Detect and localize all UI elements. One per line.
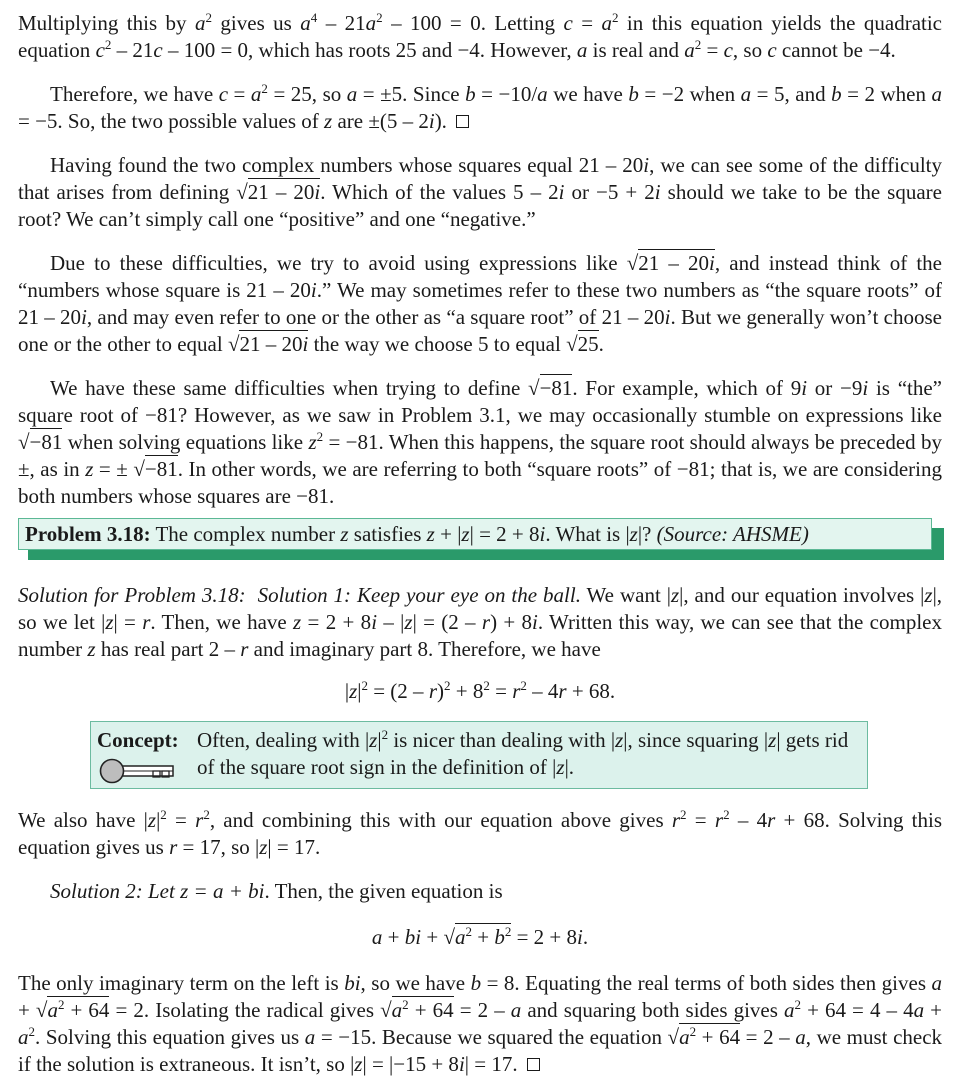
radical-expression: √21 – 20i	[227, 332, 309, 356]
paragraph-neg81: We have these same difficulties when trying to define √−81. For example, which of 9i or −9i is “the” square root of −81? However, as we saw in Problem 3.1, we may occasionally stumble on expressions like √−81 when solving equations like $z^2 = -81$. When this happens, the square root should always be preceded by ±, as in z = ± √−81. In other words, we are referring to both “square roots” of −81; that is, we are considering both numbers whose squares are −81.	[18, 376, 942, 508]
paragraph-avoid: Due to these difficulties, we try to avoid using expressions like √21 – 20i, and instead think of the “numbers whose square is 21 – 20i.” We may sometimes refer to these two numbers as “the square roots” of 21 – 20i, and may even refer to one or the other as “a square root” of 21 – 20i. But we generally won’t choose one or the other to equal √21 – 20i the way we choose 5 to equal √25.	[18, 251, 942, 356]
radical-expression: $√a^2 + 64$	[380, 997, 454, 1022]
solution-2-intro: Solution 2: Let z = a + bi. Then, the given equation is	[50, 879, 503, 903]
paragraph-conclusion: Therefore, we have $c = a^2 = 25$, so a = ±5. Since b = −10/a we have b = −2 when a = 5, and b = 2 when a = −5. So, the two possible values of z are ±(5 – 2i).	[18, 81, 942, 133]
problem-source: (Source: AHSME)	[656, 522, 809, 546]
paragraph-solution-2: The only imaginary term on the left is bi, so we have b = 8. Equating the real terms of both sides then gives $a + √a^2 + 64 = 2$. Isolating the radical gives $√a^2 + 64 = 2 - a$ and squaring both sides gives $a^2 + 64 = 4 - 4a + a^2$. Solving this equation gives us a = −15. Because we squared the equation $√a^2 + 64 = 2 - a$, we must check if the solution is extraneous. It isn’t, so |z| = |−15 + 8i| = 17.	[18, 971, 943, 1076]
paragraph-difficulty: Having found the two complex numbers whose squares equal 21 – 20i, we can see some of the difficulty that arises from defining √21 – 20i. Which of the values 5 – 2i or −5 + 2i should we take to be the square root? We can’t simply call one “positive” and one “negative.”	[18, 153, 942, 231]
concept-text: Often, dealing with $|z|^2$ is nicer than dealing with |z|, since squaring |z| gets rid of the square root sign in the definition of |z|.	[197, 727, 849, 779]
qed-icon	[527, 1058, 540, 1071]
radical-expression: √−81	[528, 376, 573, 400]
radical-expression: √21 – 20i	[626, 251, 715, 275]
concept-box	[90, 721, 868, 789]
solution-1-paragraph: Solution for Problem 3.18: Solution 1: Keep your eye on the ball. We want |z|, and our equation involves |z|, so we let |z| = r. Then, we have z = 2 + 8i – |z| = (2 – r) + 8i. Written this way, we can see that the complex number z has real part 2 – r and imaginary part 8. Therefore, we have	[18, 583, 943, 661]
radical-expression: $√a^2 + 64$	[667, 1024, 741, 1049]
textbook-page	[18, 10, 942, 1078]
radical-expression: $√a^2 + 64$	[35, 997, 110, 1022]
equation-modulus-squared: $|z|^2 = (2 - r)^2 + 8^2 = r^2 - 4r + 68$.	[344, 678, 616, 703]
radical-expression: $√a^2 + b^2$	[443, 924, 512, 949]
solution-label: Solution for Problem 3.18:	[18, 583, 246, 607]
paragraph-solve-r: We also have $|z|^2 = r^2$, and combining this with our equation above gives $r^2 = r^2 - 4r + 68$. Solving this equation gives us r = 17, so |z| = 17.	[18, 807, 943, 859]
equation-given: a + bi + $√a^2 + b^2 = 2 + 8i$.	[371, 924, 589, 949]
radical-expression: √−81	[133, 457, 178, 481]
solution-1-title: Solution 1: Keep your eye on the ball.	[257, 583, 581, 607]
problem-box	[18, 518, 942, 562]
problem-statement: Problem 3.18: The complex number z satisfies z + |z| = 2 + 8i. What is |z|? (Source: AHSME)	[18, 518, 932, 550]
radical-expression: √−81	[18, 430, 63, 454]
problem-label: Problem 3.18:	[25, 522, 151, 546]
solution-2-title: Solution 2: Let z = a + bi	[50, 879, 265, 903]
concept-label: Concept:	[97, 728, 179, 752]
qed-icon	[456, 115, 469, 128]
key-icon	[99, 758, 179, 784]
radical-expression: √25	[566, 332, 599, 356]
radical-expression: √21 – 20i	[236, 180, 321, 204]
paragraph-quadratic: Multiplying this by $a^2$ gives us $a^4 - 21a^2 - 100 = 0$. Letting $c = a^2$ in this equation yields the quadratic equation $c^2 - 21c - 100 = 0$, which has roots 25 and −4. However, a is real and $a^2 = c$, so c cannot be −4.	[18, 10, 943, 62]
